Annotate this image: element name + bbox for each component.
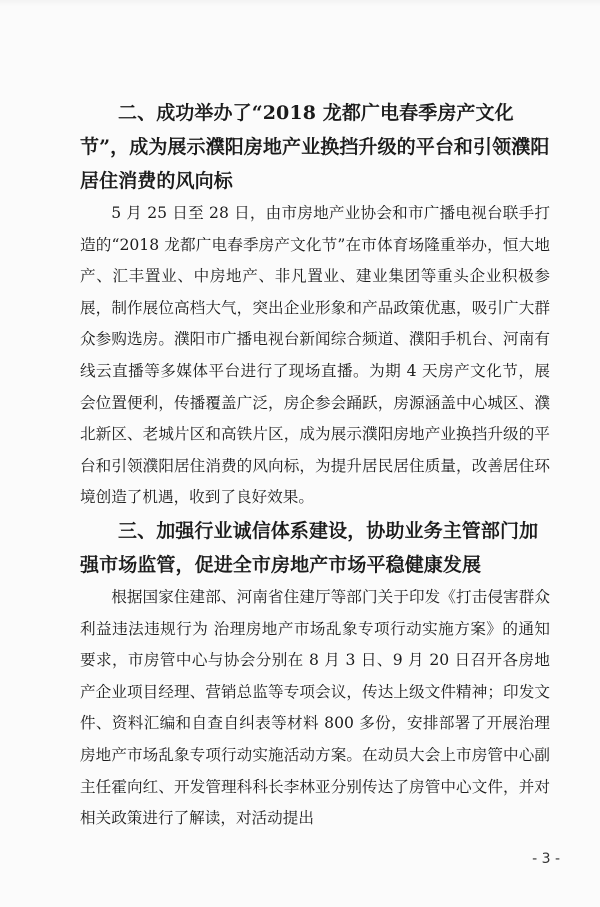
section-2-heading: 二、成功举办了“2018 龙都广电春季房产文化节”，成为展示濮阳房地产业换挡升级的平台和引领濮阳居住消费的风向标	[80, 102, 550, 192]
document-body	[80, 96, 550, 835]
section-2-paragraph: 5 月 25 日至 28 日，由市房地产业协会和市广播电视台联手打造的“2018 龙都广电春季房产文化节”在市体育场隆重举办，恒大地产、汇丰置业、中房地产、非凡置业、建业集团等重头企业积极参展，制作展位高档大气，突出企业形象和产品政策优惠，吸引广大群众参购选房。濮阳市广播电视台新闻综合频道、濮阳手机台、河南有线云直播等多媒体平台进行了现场直播。为期 4 天房产文化节，展会位置便利，传播覆盖广泛，房企参会踊跃，房源涵盖中心城区、濮北新区、老城片区和高铁片区，成为展示濮阳房地产业换挡升级的平台和引领濮阳居住消费的风向标，为提升居民居住质量，改善居住环境创造了机遇，收到了良好效果。	[80, 204, 550, 507]
section-3-heading: 三、加强行业诚信体系建设，协助业务主管部门加强市场监管，促进全市房地产市场平稳健康发展	[80, 519, 539, 576]
page-number: - 3 -	[532, 851, 560, 867]
scan-edge	[0, 0, 600, 6]
section-3-paragraph: 根据国家住建部、河南省住建厅等部门关于印发《打击侵害群众利益违法违规行为 治理房地产市场乱象专项行动实施方案》的通知要求，市房管中心与协会分别在 8 月 3 日、9 月 20 日召开各房地产企业项目经理、营销总监等专项会议，传达上级文件精神；印发文件、资料汇编和自查自纠表等材料 800 多份，安排部署了开展治理房地产市场乱象专项行动实施活动方案。在动员大会上市房管中心副主任霍向红、开发管理科科长李林亚分别传达了房管中心文件，并对相关政策进行了解读，对活动提出	[80, 587, 550, 828]
